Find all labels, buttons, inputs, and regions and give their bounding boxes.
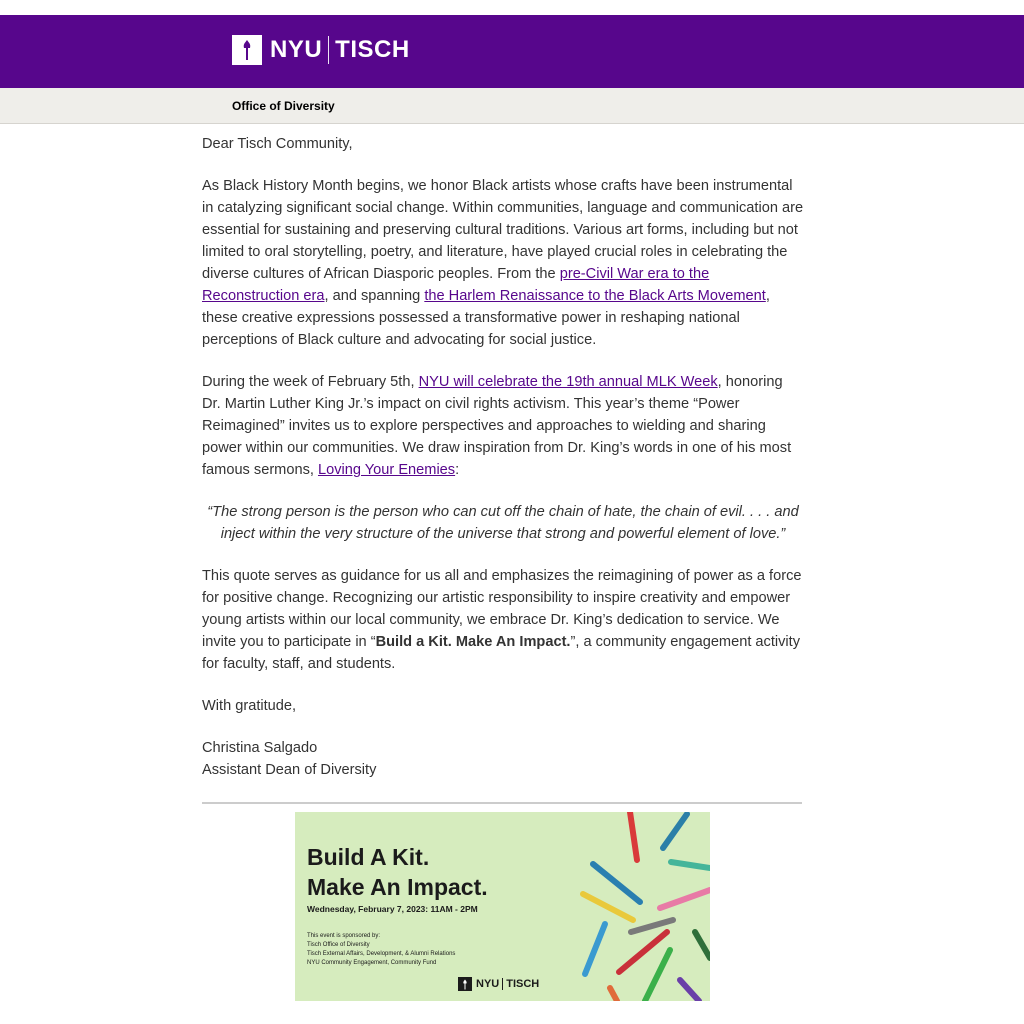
mlk-quote: “The strong person is the person who can cut off the chain of hate, the chain of evil. . . . and inject within the very structure of the universe that strong and powerful element of love.” (207, 504, 799, 542)
signature-title: Assistant Dean of Diversity (202, 762, 377, 778)
closing: With gratitude, (202, 698, 297, 714)
event-name: Build a Kit. Make An Impact. (375, 634, 571, 650)
email-body (202, 133, 804, 781)
sponsor-line: NYU Community Engagement, Community Fund (307, 960, 437, 966)
paragraph-2 (202, 371, 804, 481)
banner-sponsors (307, 932, 455, 968)
banner-logo-divider (502, 978, 503, 990)
top-strip (0, 0, 1024, 15)
banner-title-line-2: Make An Impact. (307, 874, 488, 900)
link-reconstruction-era[interactable]: pre-Civil War era to the Reconstruction era (202, 266, 710, 304)
signature (202, 737, 804, 781)
section-divider (202, 802, 802, 804)
torch-icon (458, 977, 472, 991)
p2-text-b: , honoring Dr. Martin Luther King Jr.’s impact on civil rights activism. This year’s theme “Power Reimagined” invites us to explore perspectives and approaches to wielding and sharing power within our communities. We draw inspiration from Dr. King’s words in one of his most famous sermons, (202, 374, 792, 478)
greeting: Dear Tisch Community, (202, 136, 353, 152)
logo-nyu-text: NYU (270, 36, 323, 63)
link-harlem-renaissance[interactable]: the Harlem Renaissance to the Black Arts Movement (424, 288, 766, 304)
p1-text-c: , these creative expressions possessed a transformative power in reshaping national perceptions of Black culture and advocating for social justice. (202, 288, 770, 348)
sponsor-line: This event is sponsored by: (307, 933, 381, 939)
sponsor-line: Tisch Office of Diversity (307, 942, 370, 948)
logo-tisch-text: TISCH (335, 36, 410, 63)
p1-text-a: As Black History Month begins, we honor Black artists whose crafts have been instrumental in catalyzing significant social change. Within communities, language and communication are essential for sustaining and preserving cultural traditions. Various art forms, including but not limited to oral storytelling, poetry, and literature, have played crucial roles in celebrating the diverse cultures of African Diasporic peoples. From the (202, 178, 804, 282)
sponsor-line: Tisch External Affairs, Development, & Alumni Relations (307, 951, 456, 957)
p3-text-a: This quote serves as guidance for us all and emphasizes the reimagining of power as a force for positive change. Recognizing our artistic responsibility to inspire creativity and empower young artists within our local community, we embrace Dr. King’s dedication to service. We invite you to participate in “ (202, 568, 802, 650)
banner-title-line-1: Build A Kit. (307, 844, 430, 870)
paragraph-3 (202, 565, 804, 675)
signature-name: Christina Salgado (202, 740, 318, 756)
email-header (0, 15, 1024, 88)
p2-text-a: During the week of February 5th, (202, 374, 419, 390)
logo-divider (328, 36, 329, 64)
event-banner-image[interactable] (295, 812, 710, 1001)
p3-text-b: ”, a community engagement activity for faculty, staff, and students. (202, 634, 801, 672)
banner-logo-tisch: TISCH (506, 978, 540, 990)
banner-date: Wednesday, February 7, 2023: 11AM - 2PM (307, 904, 478, 914)
torch-icon (232, 35, 262, 65)
banner-logo-nyu: NYU (476, 978, 500, 990)
p2-text-c: : (455, 462, 460, 478)
nyu-tisch-logo[interactable] (232, 35, 410, 65)
office-bar (0, 88, 1024, 124)
banner-logo (458, 977, 539, 991)
p1-text-b: , and spanning (324, 288, 425, 304)
office-label: Office of Diversity (232, 99, 335, 113)
link-mlk-week[interactable]: NYU will celebrate the 19th annual MLK Week (418, 374, 718, 390)
banner-title (307, 842, 488, 902)
paragraph-1 (202, 175, 804, 351)
link-loving-your-enemies[interactable]: Loving Your Enemies (317, 462, 456, 478)
